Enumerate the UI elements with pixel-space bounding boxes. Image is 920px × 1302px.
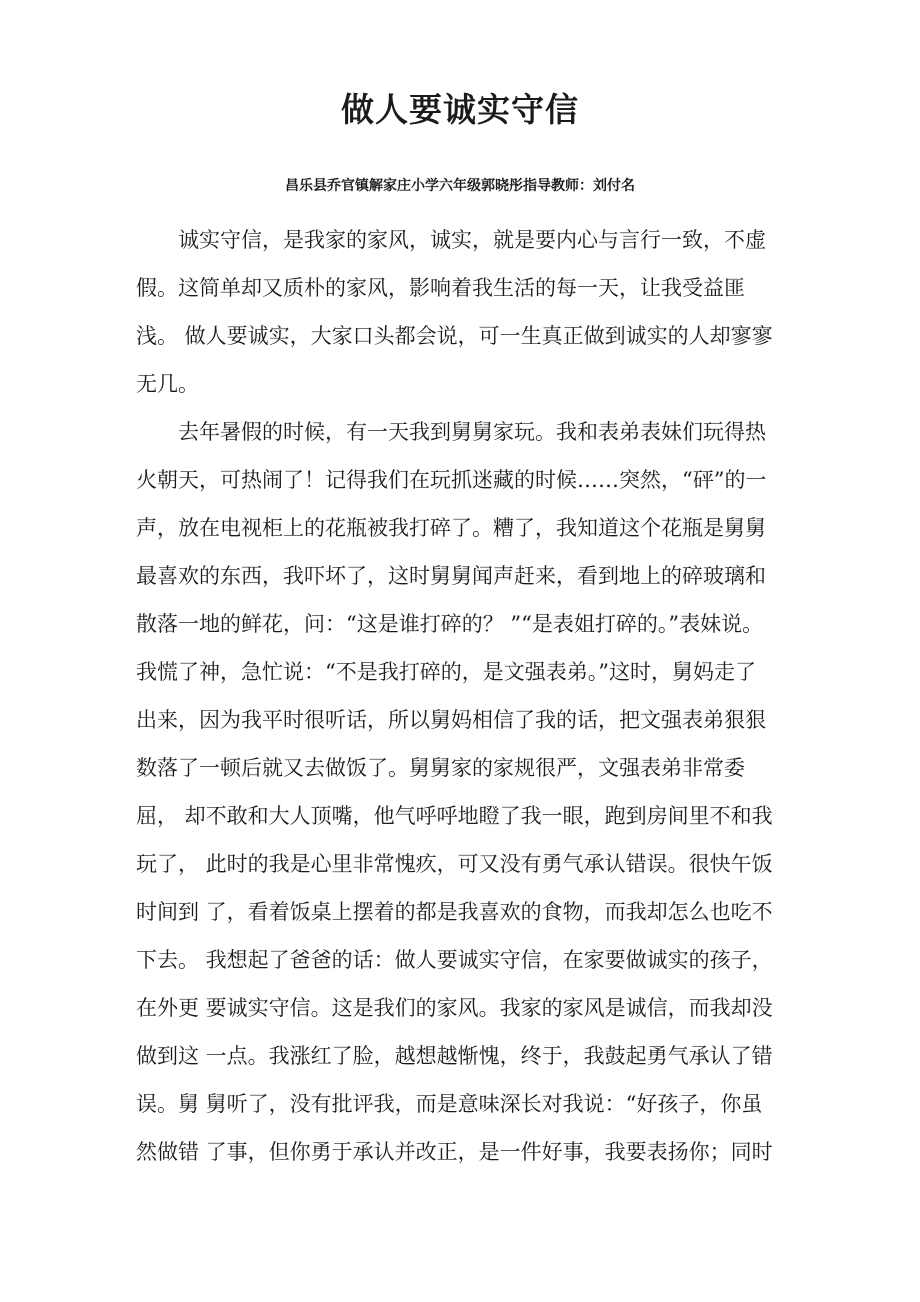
- text-line: 声，放在电视柜上的花瓶被我打碎了。糟了，我知道这个花瓶是舅舅: [136, 516, 766, 540]
- document-title: 做人要诚实守信: [341, 90, 579, 129]
- text-line: 出来，因为我平时很听话，所以舅妈相信了我的话，把文强表弟狠狠: [136, 708, 766, 732]
- text-line: 假。这简单却又质朴的家风，影响着我生活的每一天，让我受益匪: [136, 276, 745, 300]
- text-line: 诚实守信，是我家的家风，诚实，就是要内心与言行一致，不虚: [136, 228, 766, 252]
- text-line: 我慌了神，急忙说：“不是我打碎的，是文强表弟。”这时，舅妈走了: [136, 660, 756, 684]
- text-line: 最喜欢的东西，我吓坏了，这时舅舅闻声赶来，看到地上的碎玻璃和: [136, 564, 766, 588]
- essay-body: [136, 216, 796, 1176]
- text-line: 无几。: [136, 372, 199, 396]
- text-line: 浅。 做人要诚实，大家口头都会说，可一生真正做到诚实的人却寥寥: [136, 324, 773, 348]
- text-line: 玩了， 此时的我是心里非常愧疚，可又没有勇气承认错误。很快午饭: [136, 852, 773, 876]
- text-line: 下去。 我想起了爸爸的话：做人要诚实守信，在家要做诚实的孩子，: [136, 948, 773, 972]
- text-line: 火朝天，可热闹了！记得我们在玩抓迷藏的时候……突然，“砰”的一: [136, 468, 767, 492]
- author-byline: 昌乐县乔官镇解家庄小学六年级郭晓彤指导教师：刘付名: [285, 178, 635, 194]
- text-line: 在外更 要诚实守信。这是我们的家风。我家的家风是诚信，而我却没: [136, 996, 773, 1020]
- text-line: 然做错 了事，但你勇于承认并改正，是一件好事，我要表扬你；同时: [136, 1140, 773, 1164]
- text-line: 数落了一顿后就又去做饭了。舅舅家的家规很严，文强表弟非常委: [136, 756, 745, 780]
- text-line: 做到这 一点。我涨红了脸，越想越惭愧，终于，我鼓起勇气承认了错: [136, 1044, 773, 1068]
- text-line: 去年暑假的时候，有一天我到舅舅家玩。我和表弟表妹们玩得热: [136, 420, 766, 444]
- text-line: 误。舅 舅听了，没有批评我，而是意味深长对我说：“好孩子，你虽: [136, 1092, 763, 1116]
- text-line: 散落一地的鲜花，问：“这是谁打碎的？ ”“是表姐打碎的。”表妹说。: [136, 612, 764, 636]
- text-line: 时间到 了，看着饭桌上摆着的都是我喜欢的食物，而我却怎么也吃不: [136, 900, 773, 924]
- text-line: 屈， 却不敢和大人顶嘴，他气呼呼地瞪了我一眼，跑到房间里不和我: [136, 804, 773, 828]
